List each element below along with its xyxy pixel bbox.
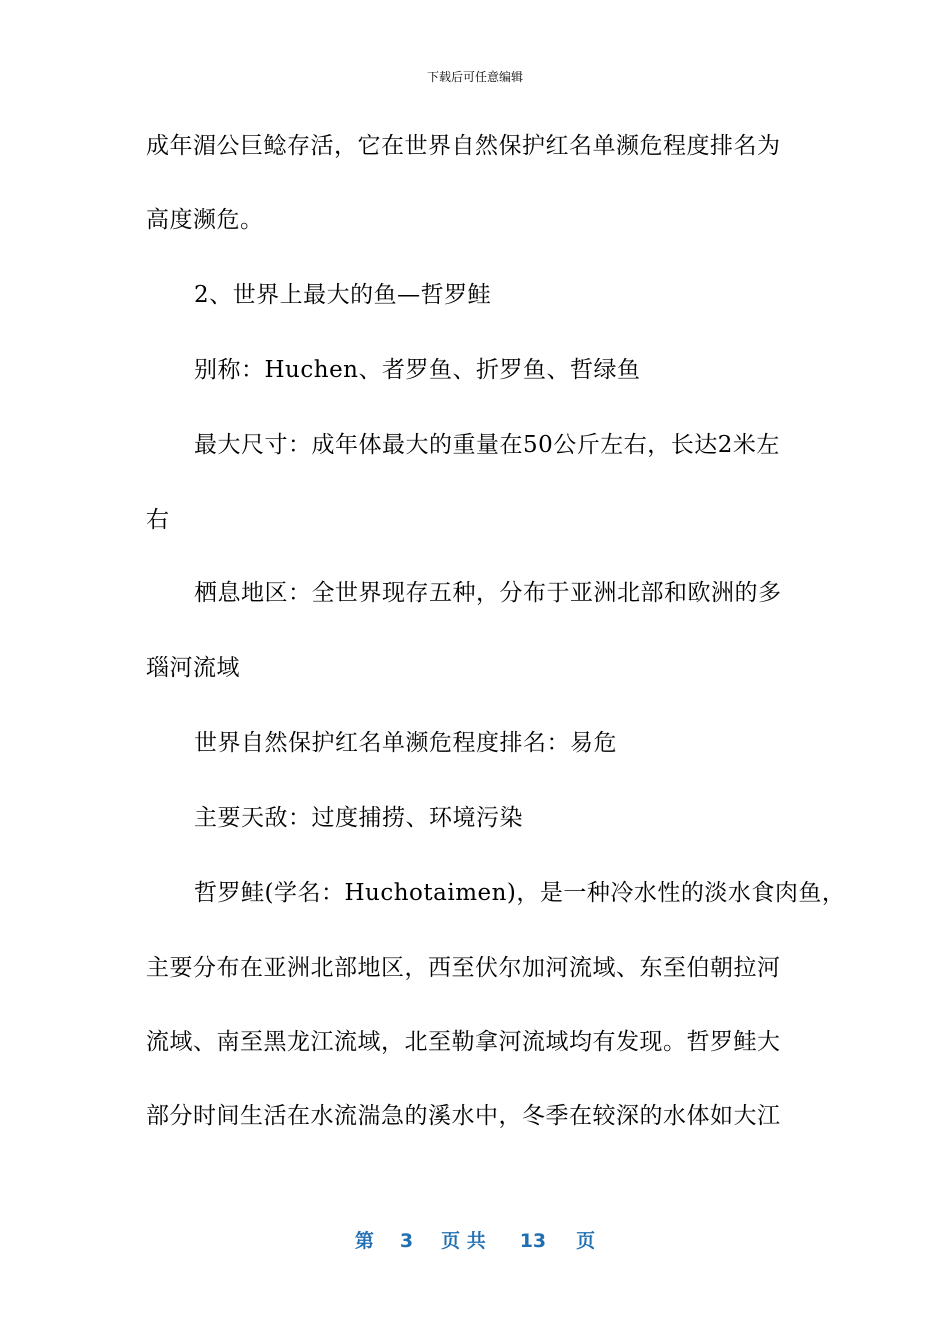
paragraph-line: 别称：Huchen、者罗鱼、折罗鱼、哲绿鱼 [194,357,641,383]
page-footer [0,1226,950,1253]
paragraph-line: 瑙河流域 [146,655,240,681]
footer-suffix: 页 [576,1230,596,1252]
paragraph-line: 部分时间生活在水流湍急的溪水中，冬季在较深的水体如大江 [146,1103,781,1129]
paragraph-line: 栖息地区：全世界现存五种，分布于亚洲北部和欧洲的多 [194,580,782,606]
paragraph-line: 成年湄公巨鲶存活，它在世界自然保护红名单濒危程度排名为 [146,133,781,159]
footer-current-page: 3 [399,1230,414,1252]
paragraph-line: 右 [146,507,170,533]
paragraph-line: 流域、南至黑龙江流域，北至勒拿河流域均有发现。哲罗鲑大 [146,1029,781,1055]
paragraph-line: 高度濒危。 [146,207,264,233]
section-heading: 2、世界上最大的鱼—哲罗鲑 [194,282,492,308]
paragraph-line: 最大尺寸：成年体最大的重量在50公斤左右，长达2米左 [194,432,780,458]
paragraph-line: 主要天敌：过度捕捞、环境污染 [194,805,523,831]
paragraph-line: 主要分布在亚洲北部地区，西至伏尔加河流域、东至伯朝拉河 [146,955,781,981]
footer-prefix: 第 [354,1230,374,1252]
header-note: 下载后可任意编辑 [426,70,523,84]
paragraph-line: 世界自然保护红名单濒危程度排名：易危 [194,730,617,756]
footer-total-pages: 13 [519,1230,547,1252]
footer-middle: 页 共 [441,1230,486,1252]
paragraph-line: 哲罗鲑(学名：Huchotaimen)，是一种冷水性的淡水食肉鱼， [194,880,846,906]
